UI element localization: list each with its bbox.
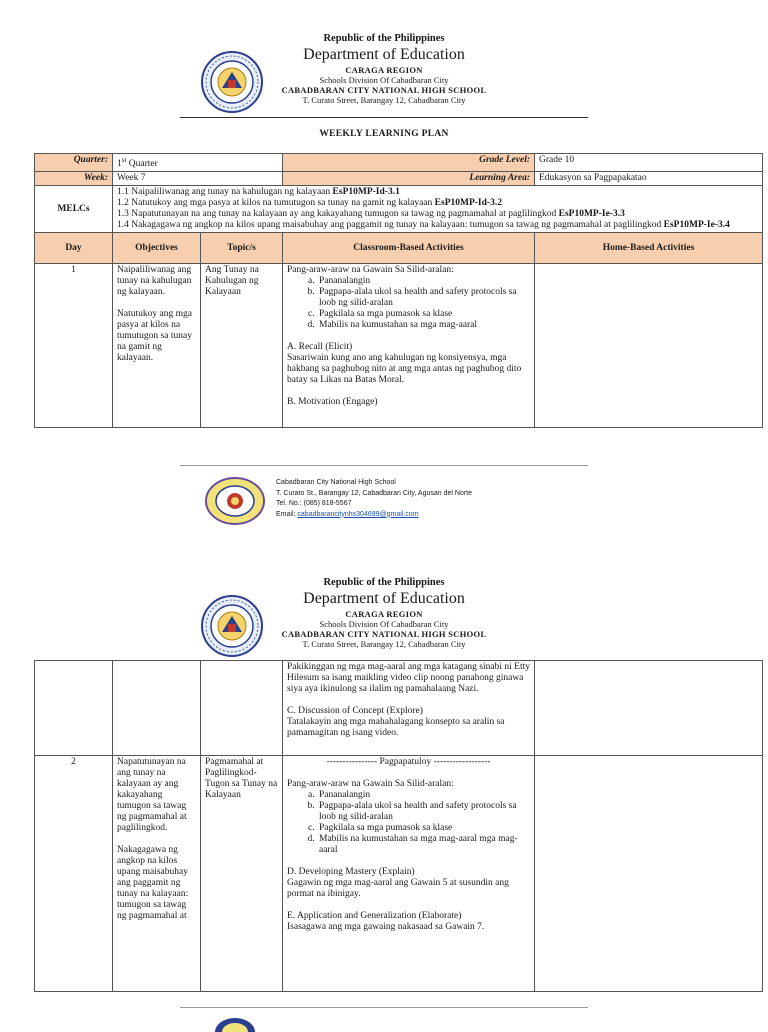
melc-item: 1.4 Nakagagawa ng angkop na kilos upang maisabuhay ang paggamit ng tunay na kalayaan: tumugon sa tawag ng pagmamahal at paglilingkod EsP10MP-Ie-3.4 (117, 220, 730, 231)
division-label: Schools Division Of Cabadbaran City (319, 619, 449, 629)
day-number: 1 (35, 264, 113, 428)
objectives-cell-empty (113, 661, 201, 756)
document-title: WEEKLY LEARNING PLAN (319, 129, 449, 139)
footer-divider (180, 465, 588, 466)
weekly-plan-table-continued (34, 660, 763, 992)
routine-list: a. Pananalangin b. Pagpapa-alala ukol sa health and safety protocols sa loob ng silid-aralan c. Pagkilala sa mga pumasok sa klase d. Mabilis na kumustahan sa mga mag-aaral (287, 276, 530, 331)
col-home-activities: Home-Based Activities (535, 233, 763, 264)
school-address: T. Curato Street, Barangay 12, Cabadbaran City (302, 639, 466, 649)
deped-seal-icon (200, 50, 264, 114)
week-value: Week 7 (113, 172, 283, 186)
topic-cell-empty (201, 661, 283, 756)
quarter-value: 1st Quarter (113, 154, 283, 172)
classroom-activities-cell: Pang-araw-araw na Gawain Sa Silid-aralan: a. Pananalangin b. Pagpapa-alala ukol sa health and safety protocols sa loob ng silid-aralan c. Pagkilala sa mga pumasok sa klase d. Mabilis na kumustahan sa mga mag-aaral A. Recall (Elicit) Sasariwain kung ano ang kahulugan ng konsiyensya, mga hakbang sa paghubog nito at ang mga antas ng paghubog dito batay sa Likas na Batas Moral. B. Motivation (Engage) (283, 264, 535, 428)
classroom-activities-cell: ---------------- Pagpapatuloy ------------------ Pang-araw-araw na Gawain Sa Silid-aralan: a. Pananalangin b. Pagpapa-alala ukol sa health and safety protocols sa loob ng silid-aralan c. Pagkilala sa mga pumasok sa klase d. Mabilis na kumustahan sa mga mag-aaral mga mag-aaral D. Developing Mastery (Explain) Gagawin ng mga mag-aaral ang Gawain 5 at susundin ang pormat na ibinigay. E. Application and Generalization (Elaborate) Isasagawa ang mga gawaing nakasaad sa Gawain 7. (283, 756, 535, 992)
day-number: 2 (35, 756, 113, 992)
republic-label: Republic of the Philippines (323, 577, 445, 588)
routine-list: a. Pananalangin b. Pagpapa-alala ukol sa health and safety protocols sa loob ng silid-aralan c. Pagkilala sa mga pumasok sa klase d. Mabilis na kumustahan sa mga mag-aaral mga mag-aaral (287, 790, 530, 856)
topic-cell: Pagmamahal at Paglilingkod-Tugon sa Tunay na Kalayaan (201, 756, 283, 992)
footer-tel: Tel. No.: (085) 818-5567 (276, 500, 352, 507)
objectives-cell: Naipaliliwanag ang tunay na kahulugan ng kalayaan. Natutukoy ang mga pasya at kilos na tumutugon sa tunay na gamit ng kalayaan. (113, 264, 201, 428)
footer-info (276, 478, 472, 520)
col-classroom-activities: Classroom-Based Activities (283, 233, 535, 264)
week-row (35, 172, 763, 186)
topic-cell: Ang Tunay na Kahulugan ng Kalayaan (201, 264, 283, 428)
footer-address: T. Curato St., Barangay 12, Cabadbaran City, Agusan del Norte (276, 489, 472, 497)
quarter-label: Quarter: (35, 154, 113, 172)
day-cell-empty (35, 661, 113, 756)
grade-level-label: Grade Level: (283, 154, 535, 172)
home-activities-cell (535, 661, 763, 756)
school-name: CABADBARAN CITY NATIONAL HIGH SCHOOL (281, 629, 487, 639)
footer-divider (180, 1007, 588, 1008)
weekly-plan-table (34, 153, 763, 428)
footer-email-row: Email: cabadbarancitynhs304699@gmail.com (276, 510, 419, 518)
col-objectives: Objectives (113, 233, 201, 264)
week-label: Week: (35, 172, 113, 186)
home-activities-cell (535, 756, 763, 992)
page-1-header (0, 32, 768, 162)
melcs-label: MELCs (35, 186, 113, 233)
region-label: CARAGA REGION (345, 609, 423, 619)
header-divider (180, 117, 588, 118)
grade-level-value: Grade 10 (535, 154, 763, 172)
day-2-row (35, 756, 763, 992)
school-name: CABADBARAN CITY NATIONAL HIGH SCHOOL (281, 85, 487, 95)
melcs-list (113, 186, 763, 233)
email-link[interactable]: cabadbarancitynhs304699@gmail.com (297, 510, 419, 518)
objectives-cell: Napatutunayan na ang tunay na kalayaan ay ang kakayahang tumugon sa tawag ng pagmamahal at paglilingkod. Nakagagawa ng angkop na kilos upang maisabuhay ang paggamit ng tunay na kalayaan: tumugon sa tawag ng pagmamahal at (113, 756, 201, 992)
department-title: Department of Education (303, 46, 465, 63)
melc-item: 1.2 Natutukoy ang mga pasya at kilos na tumutugon sa tunay na gamit ng kalayaan EsP10MP-Id-3.2 (117, 198, 502, 209)
learning-area-label: Learning Area: (283, 172, 535, 186)
col-topics: Topic/s (201, 233, 283, 264)
footer-school: Cabadbaran City National High School (276, 479, 396, 486)
home-activities-cell (535, 264, 763, 428)
department-title: Department of Education (303, 590, 465, 607)
school-address: T. Curato Street, Barangay 12, Cabadbaran City (302, 95, 466, 105)
melc-item: 1.1 Naipaliliwanag ang tunay na kahulugan ng kalayaan EsP10MP-Id-3.1 (117, 187, 400, 198)
deped-seal-icon (200, 594, 264, 658)
melcs-row (35, 186, 763, 233)
republic-label: Republic of the Philippines (323, 33, 445, 44)
division-label: Schools Division Of Cabadbaran City (319, 75, 449, 85)
learning-area-value: Edukasyon sa Pagpapakatao (535, 172, 763, 186)
school-seal-icon (204, 476, 266, 526)
school-seal-icon (214, 1016, 256, 1032)
classroom-activities-cell: Pakikinggan ng mga mag-aaral ang mga katagang sinabi ni Etty Hilesum sa isang maikling video clip noong panahong ginawa siya aya ikinulong sa ilalim ng pamahalaang Nazi. C. Discussion of Concept (Explore) Tatalakayin ang mga mahahalagang konsepto sa aralin sa pamamagitan ng isang video. (283, 661, 535, 756)
day-1-row (35, 264, 763, 428)
melc-item: 1.3 Napatutunayan na ang tunay na kalayaan ay ang kakayahang tumugon sa tawag ng pagmamahal at paglilingkod EsP10MP-Ie-3.3 (117, 209, 625, 220)
continued-row (35, 661, 763, 756)
col-day: Day (35, 233, 113, 264)
quarter-row (35, 154, 763, 172)
region-label: CARAGA REGION (345, 65, 423, 75)
column-header-row (35, 233, 763, 264)
